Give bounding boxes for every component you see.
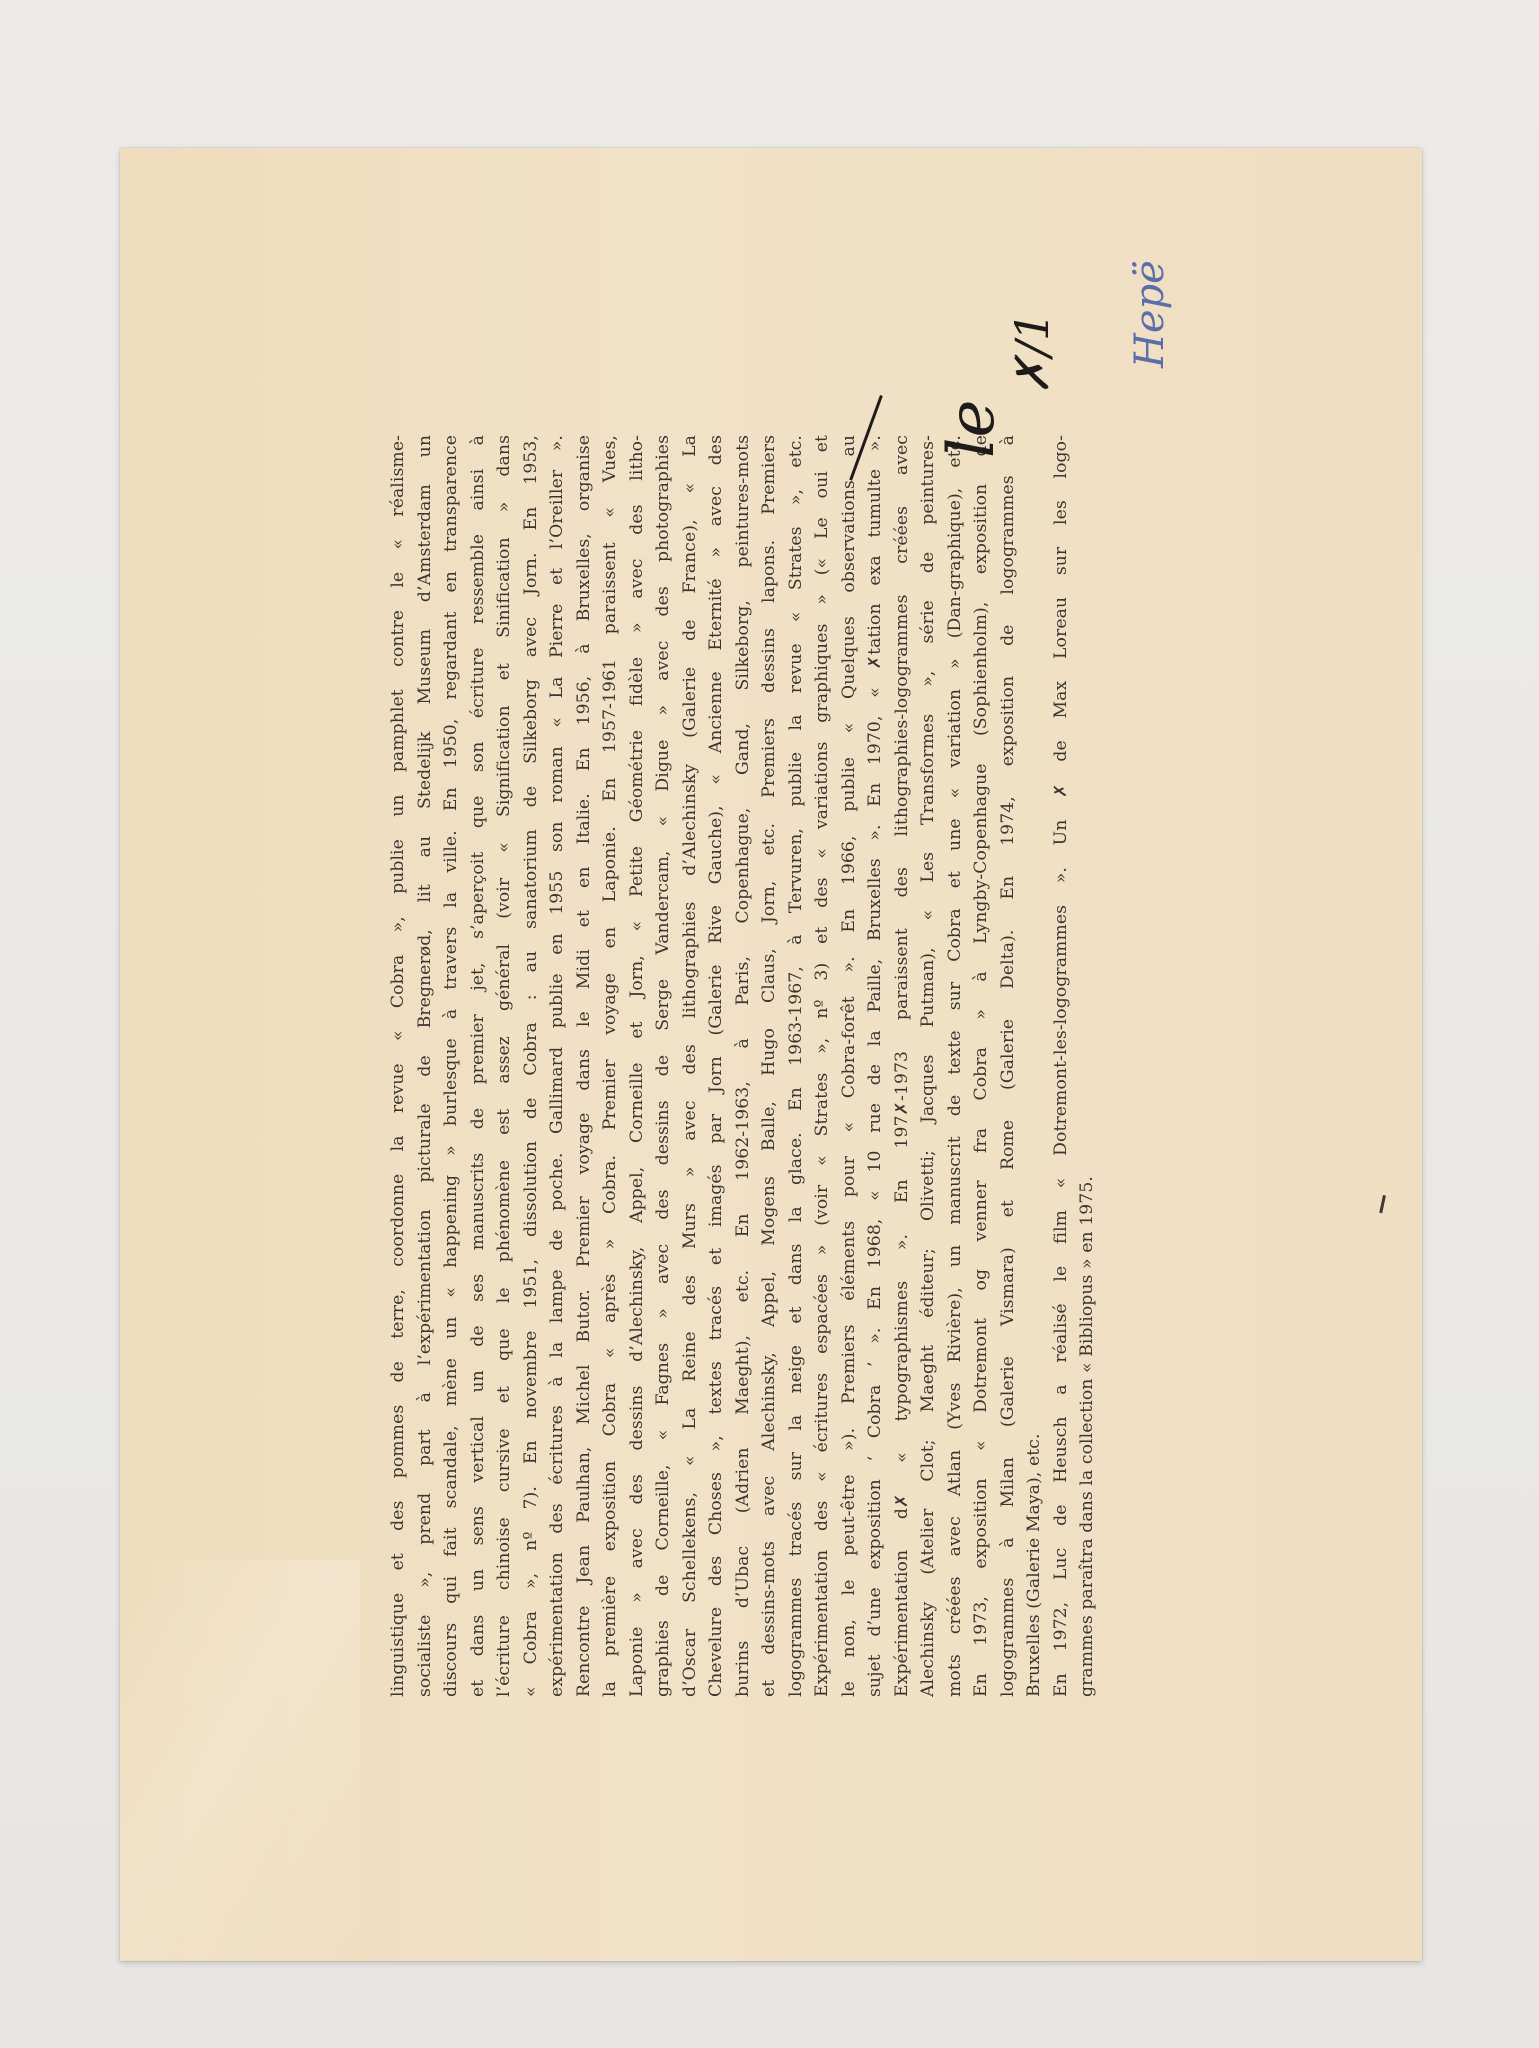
typed-text-block — [385, 435, 1101, 1697]
text-line: « Cobra », nº 7). En novembre 1951, dissolution de Cobra : au sanatorium de Silkeborg avec Jorn. En 1953, — [520, 435, 541, 1697]
text-line: et dans un sens vertical un de ses manuscrits de premier jet, s’aperçoit que son écriture ressemble ainsi à — [467, 435, 488, 1697]
text-line: socialiste », prend part à l’expérimentation picturale de Bregnerød, lit au Stedelijk Museum d’Amsterdam un — [414, 435, 435, 1697]
text-line: grammes paraîtra dans la collection « Bibliopus » en 1975. — [1077, 1176, 1097, 1697]
text-line: Alechinsky (Atelier Clot; Maeght éditeur; Olivetti; Jacques Putman), « Les Transformes », série de peintures- — [918, 435, 938, 1697]
blue-ink-annotation: Hepë — [1127, 260, 1173, 368]
text-line: En 1973, exposition « Dotremont og venner fra Cobra » à Lyngby-Copenhague (Sophienholm), exposition de — [971, 435, 991, 1697]
text-line: et dessins-mots avec Alechinsky, Appel, Mogens Balle, Hugo Claus, Jorn, etc. Premiers dessins lapons. Premiers — [759, 435, 779, 1697]
text-line: l’écriture chinoise cursive et que le phénomène est assez général (voir « Signification et Sinification » dans — [494, 435, 514, 1697]
text-line: Rencontre Jean Paulhan, Michel Butor. Premier voyage dans le Midi et en Italie. En 1956, à Bruxelles, organise — [573, 435, 594, 1697]
text-line: Bruxelles (Galerie Maya), etc. — [1024, 1433, 1044, 1697]
text-line: Chevelure des Choses », textes tracés et imagés par Jorn (Galerie Rive Gauche), « Ancienne Eternité » avec des — [706, 435, 726, 1697]
text-line: la première exposition Cobra « après » Cobra. Premier voyage en Laponie. En 1957-1961 paraissent « Vues, — [600, 435, 620, 1697]
text-line: En 1972, Luc de Heusch a réalisé le film « Dotremont-les-logogrammes ». Un ✗ de Max Loreau sur les logo- — [1050, 435, 1071, 1697]
text-line: sujet d’une exposition ‘ Cobra ’ ». En 1968, « 10 rue de la Paille, Bruxelles ». En 1970, « ✗tation exa tumulte ». — [865, 435, 885, 1697]
text-line: logogrammes tracés sur la neige et dans la glace. En 1963-1967, à Tervuren, publie la revue « Strates », etc. — [785, 435, 806, 1697]
text-line: Expérimentation des « écritures espacées » (voir « Strates », nº 3) et des « variations graphiques » (« Le oui et — [812, 435, 832, 1697]
text-line: expérimentation des écritures à la lampe de poche. Gallimard publie en 1955 son roman « La Pierre et l’Oreiller ». — [547, 435, 567, 1697]
text-line: linguistique et des pommes de terre, coordonne la revue « Cobra », publie un pamphlet contre le « réalisme- — [388, 435, 408, 1697]
text-line: graphies de Corneille, « Fagnes » avec des dessins de Serge Vandercam, « Digue » avec des photographies — [653, 435, 673, 1697]
text-line: d’Oscar Schellekens, « La Reine des Murs » avec des lithographies d’Alechinsky (Galerie de France), « La — [679, 435, 700, 1697]
handwritten-fraction-annotation: ✗/1 — [1005, 311, 1059, 395]
text-line: Laponie » avec des dessins d’Alechinsky, Appel, Corneille et Jorn, « Petite Géométrie fidèle » avec des litho- — [626, 435, 647, 1697]
text-line: logogrammes à Milan (Galerie Vismara) et Rome (Galerie Delta). En 1974, exposition de logogrammes à — [997, 435, 1018, 1697]
text-line: discours qui fait scandale, mène un « happening » burlesque à travers la ville. En 1950, regardant en transparence — [441, 435, 461, 1697]
handwritten-le-annotation: le — [935, 399, 1009, 458]
text-line: mots créées avec Atlan (Yves Rivière), un manuscrit de texte sur Cobra et une « variation » (Dan-graphique), etc. — [944, 435, 965, 1697]
text-line: le non, le peut-être »). Premiers éléments pour « Cobra-forêt ». En 1966, publie « Quelques observations au — [838, 435, 859, 1697]
text-line: burins d’Ubac (Adrien Maeght), etc. En 1962-1963, à Paris, Copenhague, Gand, Silkeborg, peintures-mots — [732, 435, 753, 1697]
text-line: Expérimentation d✗ « typographismes ». En 197✗-1973 paraissent des lithographies-logogrammes créées avec — [891, 435, 912, 1697]
